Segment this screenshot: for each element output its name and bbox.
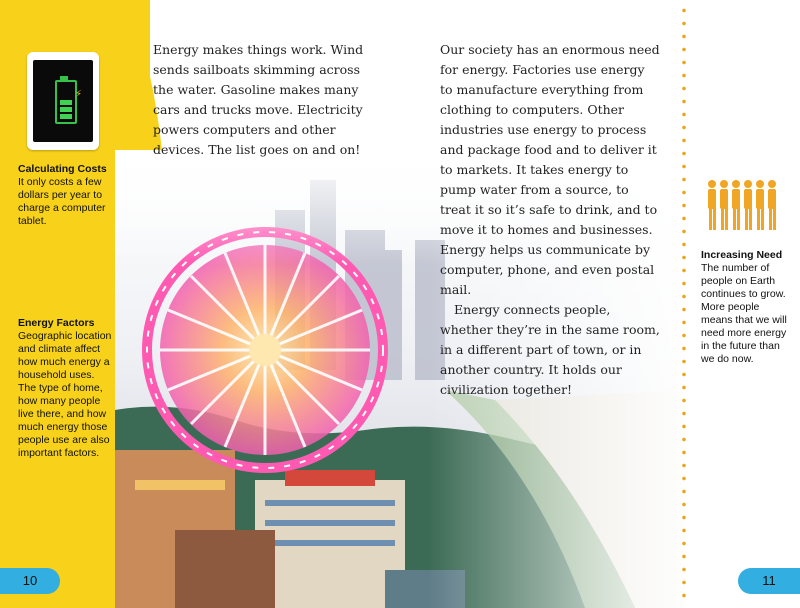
people-crowd-icon: [704, 178, 784, 234]
lightning-bolt-icon: ⚡: [75, 89, 83, 100]
note-title-increasing-need: Increasing Need: [701, 249, 783, 261]
note-body-increasing-need: The number of people on Earth continues to grow. More people means that we will need more energy in the future than we do now.: [701, 262, 787, 365]
tablet-screen: [33, 60, 93, 142]
paragraph: Energy makes things work. Wind sends sailboats skimming across the water. Gasoline makes many cars and trucks move. Electricity powers computers and other devices. The list goes on and on!: [153, 42, 364, 157]
paragraph: Energy connects people, whether they’re in the same room, in a different part of town, or in another country. It holds our civilization together!: [440, 302, 660, 397]
main-column-1: [153, 40, 373, 160]
battery-cell: [60, 100, 72, 105]
page-number-left: 10: [0, 568, 60, 594]
tablet-battery-charging-icon: [27, 52, 99, 150]
battery-cell: [60, 114, 72, 119]
note-title-energy-factors: Energy Factors: [18, 317, 95, 329]
paragraph: Our society has an enormous need for energy. Factories use energy to manufacture everything from clothing to computers. Other industries use energy to process and package food and to deliver it to markets. It takes energy to pump water from a source, to treat it so it’s safe to drink, and to move it to homes and businesses. Energy helps us communicate by computer, phone, and even postal mail.: [440, 42, 660, 297]
note-title-calculating-costs: Calculating Costs: [18, 163, 107, 175]
dotted-divider: [680, 4, 688, 604]
main-column-2: [440, 40, 660, 400]
page-number-right: 11: [738, 568, 800, 594]
note-body-calculating-costs: It only costs a few dollars per year to charge a computer tablet.: [18, 176, 106, 227]
battery-cell: [60, 107, 72, 112]
note-body-energy-factors: Geographic location and climate affect how much energy a household uses. The type of home, how many people live there, and how much energy those people use are also important factors.: [18, 330, 112, 459]
battery-icon: [55, 80, 77, 124]
